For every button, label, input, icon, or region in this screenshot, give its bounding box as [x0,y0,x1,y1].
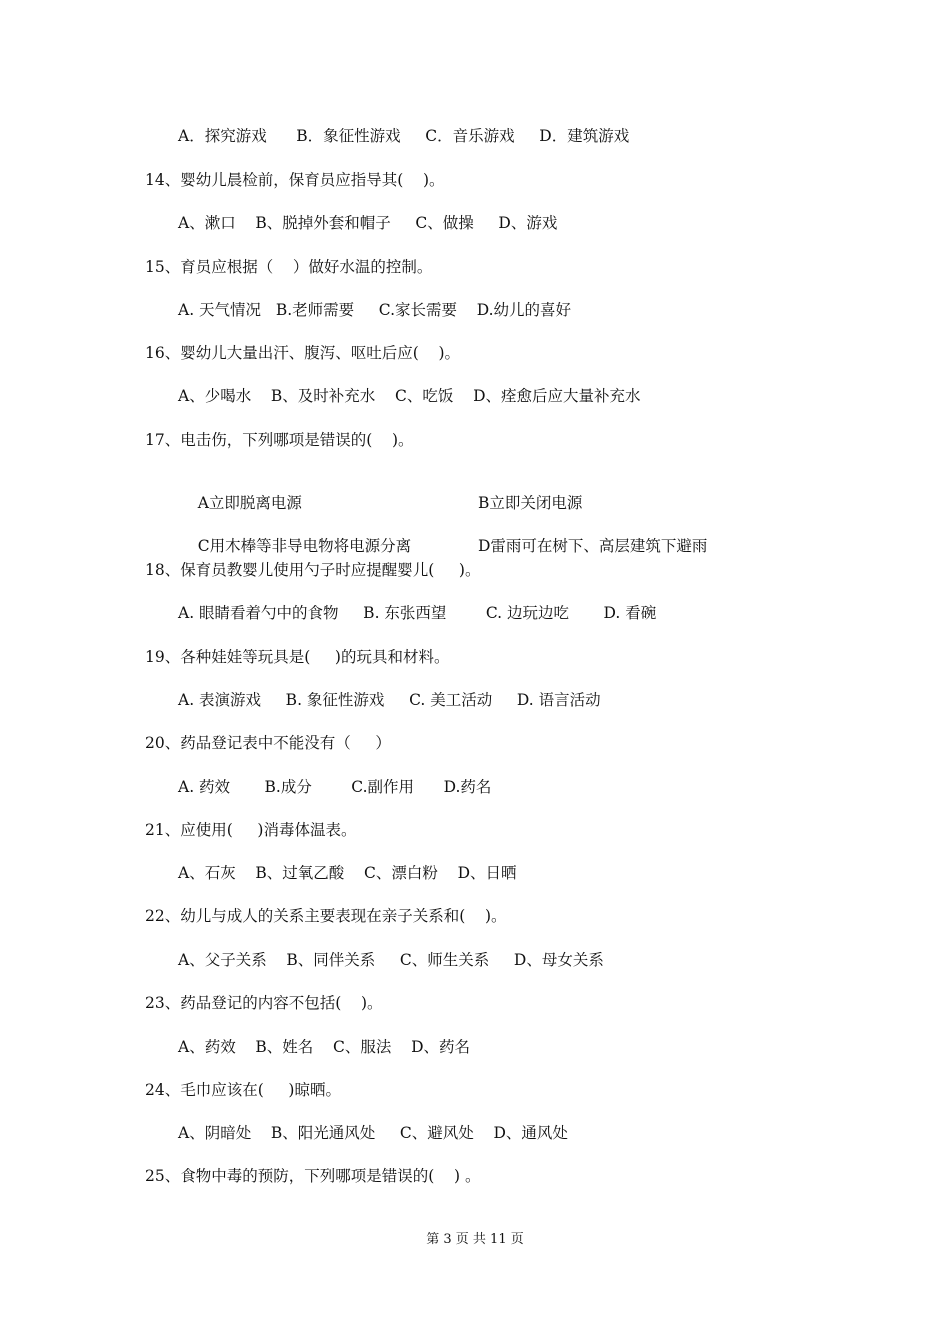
option-line: A. 天气情况 B.老师需要 C.家长需要 D.幼儿的喜好 [178,301,572,319]
option-line: A. 眼睛看着勺中的食物 B. 东张西望 C. 边玩边吃 D. 看碗 [178,604,657,622]
option-a: A立即脱离电源 [197,494,302,512]
question-22: 22、幼儿与成人的关系主要表现在亲子关系和( )。 [145,907,507,925]
question-24: 24、毛巾应该在( )晾晒。 [145,1081,341,1099]
option-b: B立即关闭电源 [478,494,583,512]
question-18: 18、保育员教婴儿使用勺子时应提醒婴儿( )。 [145,561,481,579]
option-line: A、石灰 B、过氧乙酸 C、漂白粉 D、日晒 [178,864,517,882]
option-line: A. 表演游戏 B. 象征性游戏 C. 美工活动 D. 语言活动 [178,691,601,709]
question-25: 25、食物中毒的预防，下列哪项是错误的( ) 。 [145,1167,481,1185]
option-line: A、药效 B、姓名 C、服法 D、药名 [178,1038,470,1056]
option-line: A、阴暗处 B、阳光通风处 C、避风处 D、通风处 [178,1124,568,1142]
question-23: 23、药品登记的内容不包括( )。 [145,994,383,1012]
question-21: 21、应使用( )消毒体温表。 [145,821,357,839]
option-line: A. 药效 B.成分 C.副作用 D.药名 [178,778,492,796]
option-d: D雷雨可在树下、高层建筑下避雨 [478,537,708,555]
option-line: A、漱口 B、脱掉外套和帽子 C、做操 D、游戏 [178,214,558,232]
option-line: A、父子关系 B、同伴关系 C、师生关系 D、母女关系 [178,951,604,969]
question-19: 19、各种娃娃等玩具是( )的玩具和材料。 [145,648,450,666]
question-20: 20、药品登记表中不能没有（ ） [145,734,391,752]
option-c: C用木棒等非导电物将电源分离 [197,537,412,555]
question-16: 16、婴幼儿大量出汗、腹泻、呕吐后应( )。 [145,344,461,362]
option-line: A、少喝水 B、及时补充水 C、吃饭 D、痊愈后应大量补充水 [178,387,641,405]
page-footer: 第 3 页 共 11 页 [426,1232,524,1247]
question-14: 14、婴幼儿晨检前，保育员应指导其( )。 [145,171,445,189]
question-15: 15、育员应根据（ ）做好水温的控制。 [145,258,433,276]
option-line: A．探究游戏 B．象征性游戏 C．音乐游戏 D．建筑游戏 [178,127,630,145]
question-17: 17、电击伤，下列哪项是错误的( )。 [145,431,414,449]
